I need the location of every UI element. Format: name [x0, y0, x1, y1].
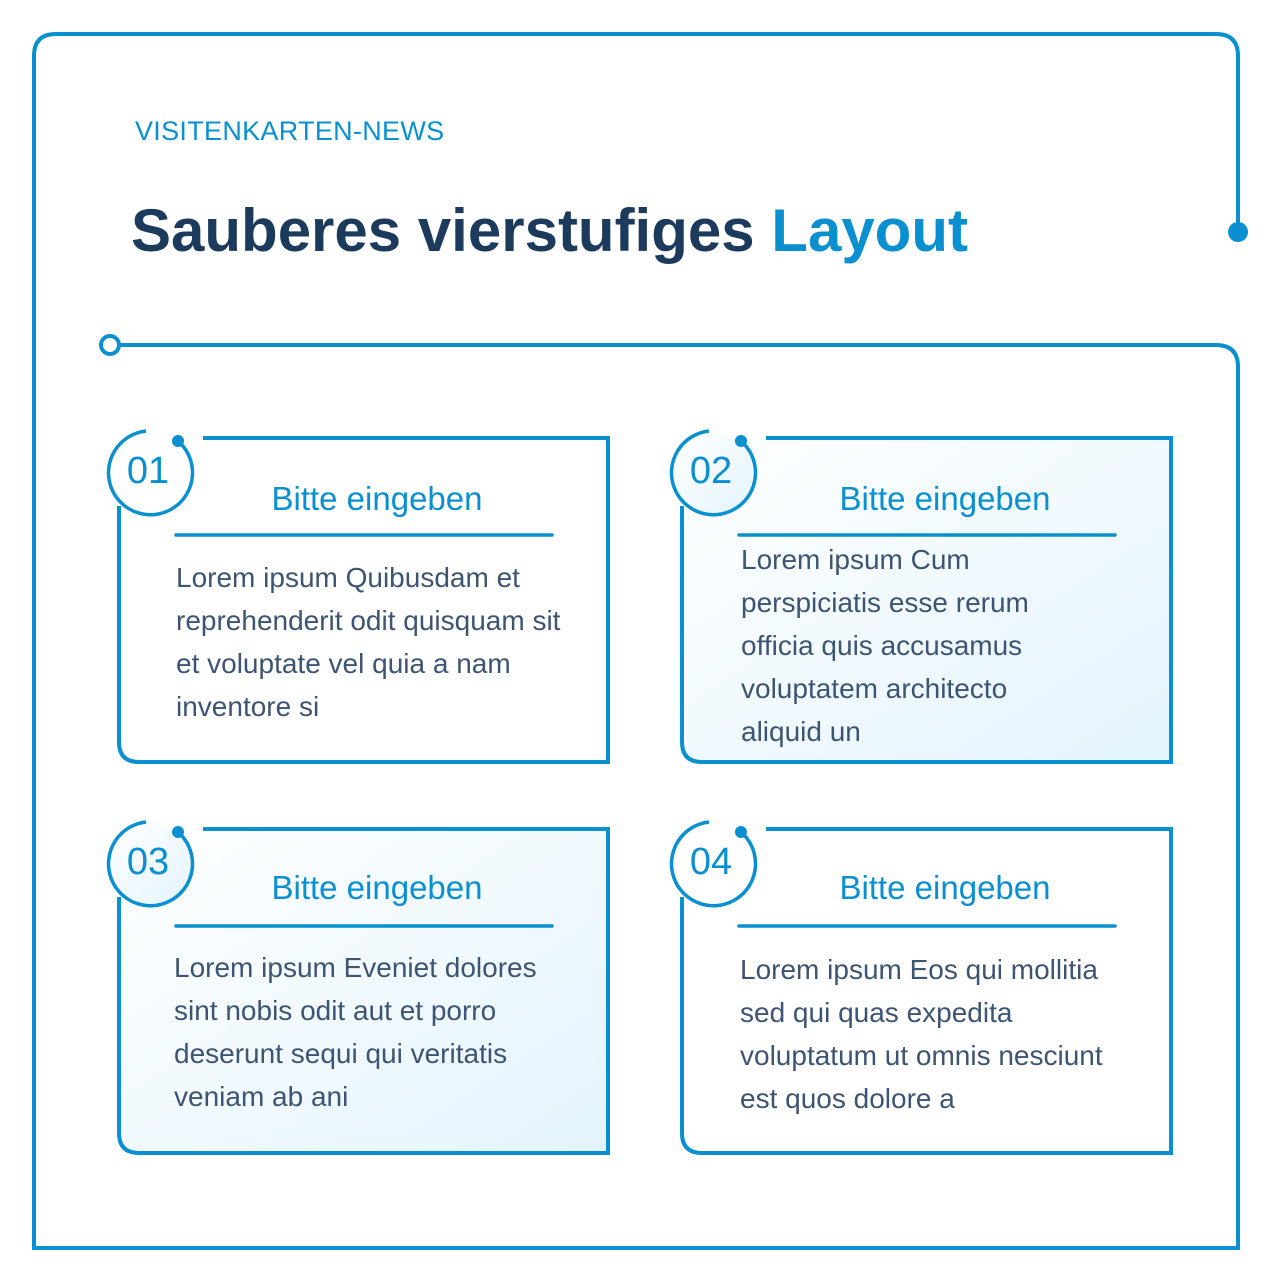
step-number: 03 [126, 841, 170, 883]
step-card-4 [682, 829, 1171, 1153]
step-body: Lorem ipsum Quibusdam et reprehenderit odit quisquam sit et voluptate vel quia a nam inventore si [176, 562, 561, 722]
step-title: Bitte eingeben [271, 869, 483, 906]
step-number: 02 [689, 450, 733, 492]
frame-end-dot [1228, 222, 1248, 242]
step-card-2 [682, 438, 1171, 762]
page-title [131, 196, 968, 265]
step-body: Lorem ipsum Cum perspiciatis esse rerum officia quis accusamus voluptatem architecto aliquid un [741, 544, 1029, 747]
step-card-3 [119, 829, 608, 1153]
title-accent: Layout [771, 197, 968, 264]
step-card-1 [119, 438, 608, 762]
step-title: Bitte eingeben [839, 869, 1051, 906]
frame-open-node [101, 336, 119, 354]
step-body: Lorem ipsum Eos qui mollitia sed qui quas expedita voluptatum ut omnis nesciunt est quos dolore a [740, 954, 1103, 1114]
title-main: Sauberes vierstufiges [131, 197, 772, 264]
step-number: 01 [126, 450, 170, 492]
step-title: Bitte eingeben [839, 480, 1051, 517]
step-number: 04 [689, 841, 733, 883]
step-body: Lorem ipsum Eveniet dolores sint nobis odit aut et porro deserunt sequi qui veritatis veniam ab ani [174, 952, 537, 1112]
step-title: Bitte eingeben [271, 480, 483, 517]
kicker-label: VISITENKARTEN-NEWS [135, 116, 445, 146]
